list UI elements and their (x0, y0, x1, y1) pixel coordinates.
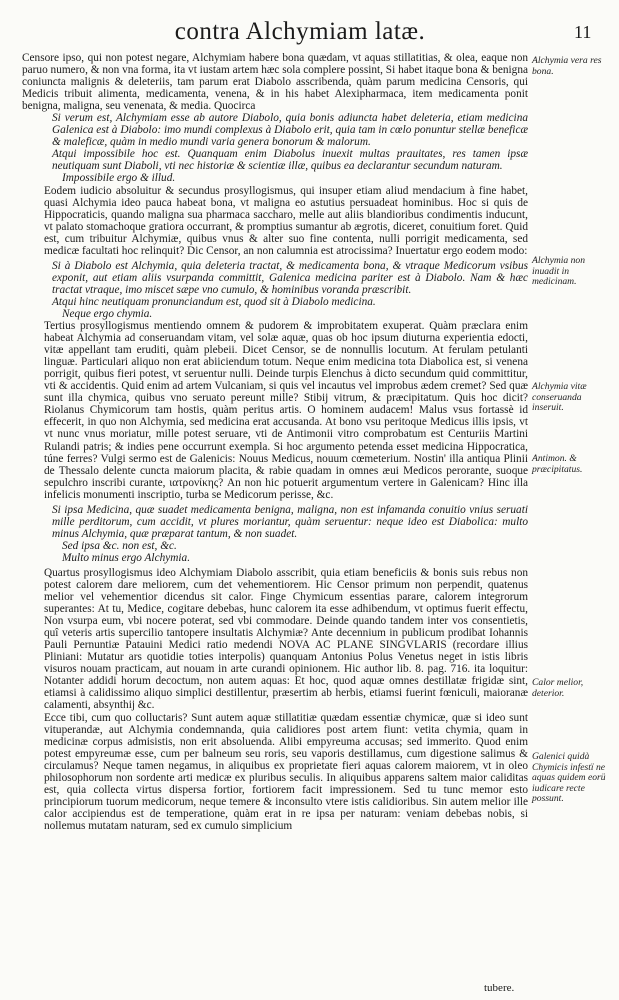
syllogism-conclusion: Neque ergo chymia. (62, 307, 153, 320)
margin-note: Antimon. & præcipitatus. (532, 453, 583, 475)
paragraph: Eodem iudicio absoluitur & secundus prosyllogismus, qui insuper etiam aliud mendacium à fine habet, quasi Alchymia ideo pauca habeat bona, vt maligna eo astutius persuadeat hominibus. Hoc si quis de Hippocraticis, quando maligna sua pharmaca saccharo, melle aut aliis blandioribus condimentis inducunt, vt palato stomachoque gratiora occurrant, & promptius sumantur ab ægrotis, diceret, conuitium foret. Quid est, cum tribuitur Alchymiæ, quibus vnus & alter suo fine contenta, nulli porrigit medicamenta, sed medicæ facultati hoc relinquit? Dic Censor, an non calumnia est atrocissima? Inuertatur ergo eodem modo: (44, 184, 528, 257)
margin-note: Alchymia vitæ conseruanda inseruit. (532, 381, 587, 414)
page-number: 11 (574, 22, 592, 42)
syllogism-line: Si verum est, Alchymiam esse ab autore Diabolo, quia bonis adiuncta habet deleteria, etiam medicina Galenica est à Diabolo: imo mundi complexus à Diabolo erit, quia tam in cœlo ponuntur stellæ beneficæ & maleficæ, quàm in medio mundi varia genera bonorum & malorum. (52, 112, 528, 149)
syllogism-line: Atqui impossibile hoc est. Quanquam enim Diabolus inuexit multas prauitates, res tamen ipsæ neutiquam sunt Diaboli, vti nec historiæ & scientiæ illæ, quibus ea declarantur secundum naturam. (52, 148, 528, 173)
syllogism-line: Si à Diabolo est Alchymia, quia deleteria tractat, & medicamenta bona, & vtraque Medicorum vsibus exponit, aut etiam aliis vsurpanda committit, Galenica medicina pariter est à Diabolo. Nam & hæc tractat vtraque, imo miscet sæpe vno cumulo, & hominibus voranda præscribit. (52, 259, 528, 296)
paragraph: Tertius prosyllogismus mentiendo omnem & pudorem & improbitatem exuperat. Quàm præclara enim habeat Alchymia ad conseruandam vitam, vel solæ aquæ, quas ob hoc ipsum diuturna experientia edocti, vitæ appellant tam eruditi, quàm plebeii. Dicet Censor, se de nonnullis locutum. At ferulam petulanti linguæ. Particulari aliquo non erat abiiciendum totum. Neque enim medicina tota Diabolica est, si venena porrigit, quibus fieri potest, vt seruentur nulli. Deinde turpis Elenchus à dicto secundum quid committitur, vti & accidentis. Quid enim ad artem Vulcaniam, si quis vel incautus vel improbus ædem cremet? Sed quæ sunt illa chymica, quibus vno seruato pereunt mille? Stibij vitrum, & præcipitatum. Quis hoc dicit? Riolanus Chymicorum tam hostis, quàm peritus artis. O hominem audacem! Malus vsus fortassè id effecerit, in quo non Alchymia, sed medicina erat accusanda. At bono vsu peritoque Medicus illis ipsis, vt vt nunc vnus moriatur, mille potest seruare, vti de Antimonii vitro comprobatum est Centuriis Martini Rulandi patris; & indies pene occurrunt exempla. Si hoc argumento petenda esset medicina Hippocratica, túne ferres? Vulgi sermo est de Galenicis: Nouus Medicus, nouum cœmeterium. Nostin' illa antiqua Plinii de Thessalo delente cuncta maiorum placita, & rabie quadam in omnes æui Medicos perorante, suoque sepulchro inscribi curante, ιατρονίκης? An non hic potuerit argumentum vertere in Galenicam? Hinc illa infelicis monumenti inscriptio, turba se Medicorum perisse, &c. (44, 320, 528, 501)
syllogism-line: Si ipsa Medicina, quæ suadet medicamenta benigna, maligna, non est infamanda conuitio vnius seruati mille perditorum, cum accidit, vt plures moriantur, quàm seruentur: neque ideo est Diabolica: multo minus Alchymia, quæ præparat tantum, & non suadet. (52, 503, 528, 540)
margin-note: Alchymia vera res bona. (532, 55, 602, 77)
syllogism-conclusion: Multo minus ergo Alchymia. (62, 551, 191, 564)
running-header: contra Alchymiam latæ. (174, 18, 426, 45)
syllogism-conclusion: Impossibile ergo & illud. (62, 172, 176, 185)
paragraph: Quartus prosyllogismus ideo Alchymiam Diabolo asscribit, quia etiam beneficiis & bonis suis rebus non potest calorem dare meliorem, cum det vehementiorem. Hic Censor primum non perpendit, quatenus melior vel vehementior dicendus sit calor. Finge Chymicum essentias parare, calorem integrorum superantes: At tu, Medice, cogitare debebas, hunc calorem ita esse adhibendum, vt optimus fuerit effectu, Non vsurpa eum, vbi nocere poterat, sed vbi commodare. Deinde quando tandem inter vos consentietis, quî veteris artis supercilio tantopere insultatis Alchymiæ? Ante decennium in publicum prodibat Iohannis Pauli Pernuntiæ Patauini Medici ratio medendi NOVA AC PLANE SINGVLARIS (recordare illius Pliniani: Mutatur ars quotidie toties interpolis) quanquam Antonius Polus Venetus neget in istis libris visuros nouam practicam, aut nouam in arte curandi opinionem. Hic author lib. 8. pag. 716. ita loquitur: Notanter addidi horum decoctum, non autem aquas: Et hoc, quod aquæ omnes destillatæ frigidæ sint, etiamsi à calidissimo aliquo simplici destillentur, præsertim ab herbis, etiamsi fuerint fœniculi, maioranæ calamenti, absynthij &c. (44, 566, 528, 712)
paragraph: Ecce tibi, cum quo colluctaris? Sunt autem aquæ stillatitiæ quædam essentiæ chymicæ, quæ si ideo sunt vituperandæ, aut Alchymia condemnanda, quia calidiores post artem fiunt: vetita chymia, quam in medicinæ corpus admisistis, non erit absoluenda. Alibi empyreuma accusas; sed immerito. Quod enim potest empyreumæ esse, cum per balneum seu roris, seu vaporis destillamus, cum digestione salimus & circulamus? Neque tamen negamus, in aliquibus ex proprietate fieri aquas calorem maiorem, vt in oleo philosophorum non sordente arti medicæ ex pluribus seculis. In aliquibus apparens saltem maior caliditas est, quia collecta virtus dispersa fortior, fortiorem facit impressionem. Sed tu tunc memor esto principiorum tuorum medicorum, neque temere & inconsulto vtere istis calidioribus. Sin autem melior ille calor accipiendus est de temperatione, quàm erat in re ipsa per naturam: veniam debebas nobis, si nollemus mutatam naturam, sed ex cumulo simplicium (44, 711, 528, 832)
paragraph: Censore ipso, qui non potest negare, Alchymiam habere bona quædam, vt aquas stillatitias, & olea, eaque non paruo numero, & non vna forma, ita vt iustam artem hæc sola complere possint, Si habet itaque bona & benigna coniuncta malignis & deleteriis, tam parum erat Diabolo asscribenda, quàm parum medicina Censoris, qui Medicis tribuit alimenta, medicamenta, venena, & in his habet Alexipharmaca, item medicamenta ponit benigna, maligna, seu venenata, & media. Quocirca (22, 52, 528, 113)
margin-note: Alchymia non inuadit in medicinam. (532, 255, 586, 288)
catchword: tubere. (484, 982, 515, 994)
syllogism-line: Sed ipsa &c. non est, &c. (62, 539, 177, 552)
syllogism-line: Atqui hinc neutiquam pronunciandum est, quod sit à Diabolo medicina. (52, 295, 376, 308)
margin-note: Galenici quidà Chymicis infestï ne aquas quidem eorü iudicare recte possunt. (532, 751, 606, 805)
main-text-column (22, 52, 528, 832)
margin-note: Calor melior, deterior. (532, 677, 584, 699)
